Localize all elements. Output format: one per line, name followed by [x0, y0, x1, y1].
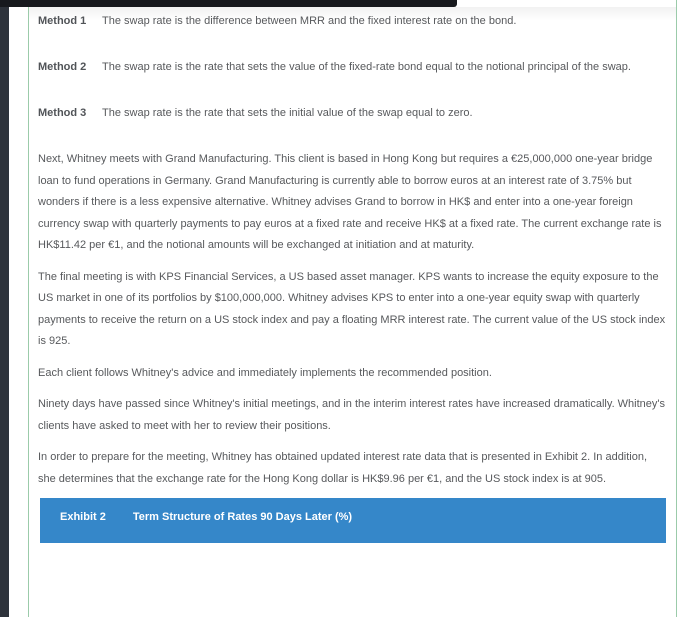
- method-row-1: [38, 10, 666, 33]
- method-1-label: Method 1: [38, 15, 87, 27]
- method-3-text: The swap rate is the rate that sets the initial value of the swap equal to zero.: [102, 107, 473, 119]
- window-top-bar: [0, 0, 457, 7]
- exhibit-2-label: Exhibit 2: [60, 511, 106, 523]
- method-3-label: Method 3: [38, 107, 87, 119]
- paragraph-kps-financial: The final meeting is with KPS Financial Services, a US based asset manager. KPS wants to increase the equity exposure to the US market in one of its portfolios by $100,000,000. Whitney advises KPS to enter into a one-year equity swap with quarterly payments to receive the return on a US stock index and pay a floating MRR interest rate. The current value of the US stock index is 925.: [38, 270, 666, 347]
- paragraph-meeting-preparation: In order to prepare for the meeting, Whitney has obtained updated interest rate data that is presented in Exhibit 2. In addition, she determines that the exchange rate for the Hong Kong dollar is HK$9.96 per €1, and the US stock index is at 905.: [38, 451, 648, 485]
- exhibit-2-header: [40, 498, 666, 543]
- case-text-panel: [38, 7, 666, 543]
- paragraph-clients-follow-advice: Each client follows Whitney's advice and immediately implements the recommended position.: [38, 366, 492, 379]
- method-row-2: [38, 56, 666, 79]
- method-2-label: Method 2: [38, 61, 87, 73]
- method-1-text: The swap rate is the difference between MRR and the fixed interest rate on the bond.: [102, 15, 517, 27]
- content-right-border: [676, 0, 677, 617]
- swap-rate-methods-list: [38, 7, 666, 125]
- method-2-text: The swap rate is the rate that sets the value of the fixed-rate bond equal to the notional principal of the swap.: [102, 61, 631, 73]
- exhibit-2-title: Term Structure of Rates 90 Days Later (%): [132, 511, 353, 523]
- content-left-border: [28, 0, 29, 617]
- paragraph-ninety-days-later: Ninety days have passed since Whitney's initial meetings, and in the interim interest rates have increased dramatically. Whitney's clients have asked to meet with her to review their positions.: [38, 398, 666, 432]
- left-panel-edge: [0, 0, 9, 617]
- paragraph-grand-manufacturing: Next, Whitney meets with Grand Manufacturing. This client is based in Hong Kong but requires a €25,000,000 one-year bridge loan to fund operations in Germany. Grand Manufacturing is currently able to borrow euros at an interest rate of 3.75% but wonders if there is a less expensive alternative. Whitney advises Grand to borrow in HK$ and enter into a one-year foreign currency swap with quarterly payments to pay euros at a fixed rate and receive HK$ at a fixed rate. The current exchange rate is HK$11.42 per €1, and the notional amounts will be exchanged at initiation and at maturity.: [38, 153, 662, 251]
- method-row-3: [38, 102, 666, 125]
